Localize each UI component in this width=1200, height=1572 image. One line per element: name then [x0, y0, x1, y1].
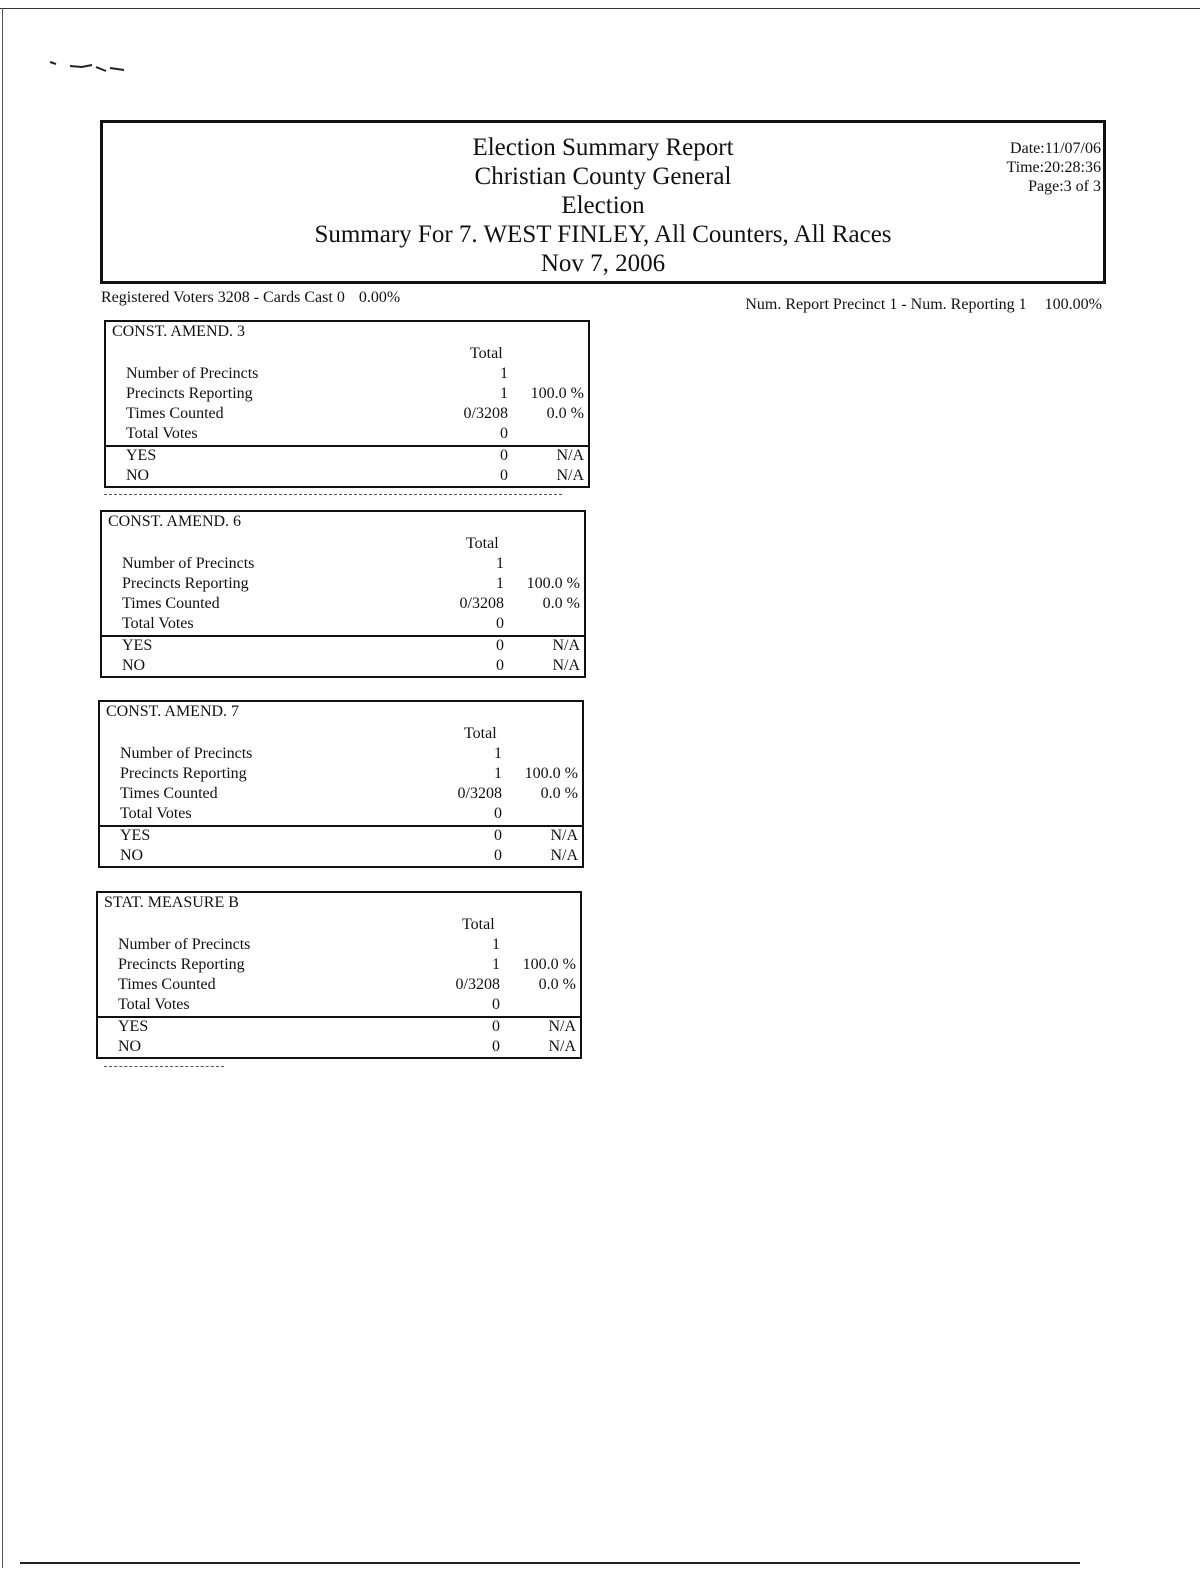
choice-percent: N/A: [552, 657, 580, 674]
precinct-reporting-line: [745, 296, 1102, 314]
county-name: Christian County General: [474, 163, 732, 190]
registered-voters-line: [101, 289, 400, 307]
stat-label: Number of Precincts: [120, 745, 253, 762]
stat-percent: 100.0 %: [530, 385, 584, 402]
stat-percent: 100.0 %: [522, 956, 576, 973]
stat-row: [98, 955, 580, 975]
race-title: CONST. AMEND. 7: [106, 703, 240, 720]
report-title: Election Summary Report: [472, 134, 734, 161]
choice-label: YES: [122, 637, 153, 654]
stat-value: 0: [496, 615, 504, 632]
summary-scope: Summary For 7. WEST FINLEY, All Counters, All Races: [314, 221, 892, 248]
stat-value: 0/3208: [457, 785, 502, 802]
stat-value: 0: [492, 996, 500, 1013]
stat-percent: 0.0 %: [540, 785, 578, 802]
stat-row: [106, 364, 588, 384]
stat-label: Precincts Reporting: [126, 385, 253, 402]
stat-value: 1: [496, 575, 504, 592]
stat-value: 1: [500, 385, 508, 402]
stat-row: [102, 574, 584, 594]
scan-edge-left: [2, 8, 3, 1568]
choice-row: [100, 826, 582, 846]
choice-row: [102, 656, 584, 676]
stat-label: Total Votes: [122, 615, 194, 632]
choice-percent: N/A: [548, 1038, 576, 1055]
choice-votes: 0: [496, 657, 504, 674]
stat-value: 0: [500, 425, 508, 442]
stat-value: 0/3208: [463, 405, 508, 422]
scan-smudge: [48, 58, 128, 74]
stat-percent: 100.0 %: [526, 575, 580, 592]
stat-label: Number of Precincts: [122, 555, 255, 572]
stat-label: Times Counted: [122, 595, 220, 612]
scan-edge-bottom: [20, 1562, 1080, 1564]
race-box-stat-measure-b: [96, 891, 582, 1059]
race-title: STAT. MEASURE B: [104, 894, 239, 911]
stat-label: Times Counted: [126, 405, 224, 422]
choice-row: [100, 846, 582, 866]
stat-value: 1: [496, 555, 504, 572]
stat-value: 0: [494, 805, 502, 822]
choice-label: NO: [118, 1038, 142, 1055]
stat-label: Precincts Reporting: [118, 956, 245, 973]
race-box-const-amend-7: [98, 700, 584, 868]
stat-label: Number of Precincts: [118, 936, 251, 953]
choice-percent: N/A: [556, 447, 584, 464]
choice-votes: 0: [500, 447, 508, 464]
choice-percent: N/A: [548, 1018, 576, 1035]
stat-label: Number of Precincts: [126, 365, 259, 382]
choice-label: YES: [126, 447, 157, 464]
choice-votes: 0: [492, 1038, 500, 1055]
race-title: CONST. AMEND. 6: [108, 513, 242, 530]
choice-votes: 0: [494, 827, 502, 844]
choice-percent: N/A: [550, 827, 578, 844]
choice-row: [98, 1017, 580, 1037]
scan-underline: [104, 1066, 224, 1067]
precinct-reporting-percent: 100.00%: [1044, 296, 1102, 313]
stat-value: 1: [494, 745, 502, 762]
scan-underline: [104, 494, 562, 495]
choice-percent: N/A: [552, 637, 580, 654]
choice-label: NO: [126, 467, 150, 484]
stat-percent: 0.0 %: [538, 976, 576, 993]
stat-value: 0/3208: [455, 976, 500, 993]
stat-label: Times Counted: [118, 976, 216, 993]
stat-label: Total Votes: [118, 996, 190, 1013]
report-time: Time:20:28:36: [1006, 159, 1101, 176]
race-title: CONST. AMEND. 3: [112, 323, 246, 340]
stat-label: Precincts Reporting: [120, 765, 247, 782]
choice-votes: 0: [494, 847, 502, 864]
choice-row: [106, 446, 588, 466]
race-box-const-amend-6: [100, 510, 586, 678]
choice-percent: N/A: [556, 467, 584, 484]
stat-row: [100, 744, 582, 764]
total-column-header: Total: [464, 725, 497, 742]
total-column-header: Total: [466, 535, 499, 552]
precinct-reporting-text: Num. Report Precinct 1 - Num. Reporting 1: [745, 296, 1027, 313]
choice-votes: 0: [500, 467, 508, 484]
total-column-header: Total: [470, 345, 503, 362]
choice-label: YES: [120, 827, 151, 844]
stat-row: [98, 995, 580, 1015]
stat-row: [102, 554, 584, 574]
stat-row: [106, 384, 588, 404]
election-name: Election: [561, 192, 645, 219]
stat-label: Total Votes: [126, 425, 198, 442]
choice-label: NO: [122, 657, 146, 674]
page-number: Page:3 of 3: [1028, 178, 1101, 195]
choice-votes: 0: [492, 1018, 500, 1035]
stat-row: [102, 614, 584, 634]
election-date: Nov 7, 2006: [540, 250, 666, 277]
race-box-const-amend-3: [104, 320, 590, 488]
stat-row: [106, 424, 588, 444]
scan-edge-top: [0, 8, 1200, 9]
stat-value: 1: [492, 956, 500, 973]
stat-row: [98, 935, 580, 955]
stat-row: [100, 764, 582, 784]
stat-row: [98, 975, 580, 995]
stat-label: Total Votes: [120, 805, 192, 822]
report-date: Date:11/07/06: [1010, 140, 1101, 157]
stat-row: [100, 784, 582, 804]
report-meta: [1006, 139, 1101, 196]
choice-row: [106, 466, 588, 486]
cards-cast-percent: 0.00%: [358, 289, 401, 306]
report-header: [100, 120, 1106, 284]
choice-percent: N/A: [550, 847, 578, 864]
stat-label: Times Counted: [120, 785, 218, 802]
stat-percent: 100.0 %: [524, 765, 578, 782]
choice-label: NO: [120, 847, 144, 864]
stat-value: 1: [492, 936, 500, 953]
registered-voters-text: Registered Voters 3208 - Cards Cast 0: [101, 289, 345, 306]
stat-percent: 0.0 %: [542, 595, 580, 612]
stat-row: [102, 594, 584, 614]
choice-label: YES: [118, 1018, 149, 1035]
choice-row: [98, 1037, 580, 1057]
stat-label: Precincts Reporting: [122, 575, 249, 592]
stat-row: [100, 804, 582, 824]
choice-row: [102, 636, 584, 656]
stat-value: 0/3208: [459, 595, 504, 612]
stat-value: 1: [500, 365, 508, 382]
report-title-block: [103, 133, 1103, 278]
total-column-header: Total: [462, 916, 495, 933]
stat-value: 1: [494, 765, 502, 782]
choice-votes: 0: [496, 637, 504, 654]
stat-percent: 0.0 %: [546, 405, 584, 422]
stat-row: [106, 404, 588, 424]
